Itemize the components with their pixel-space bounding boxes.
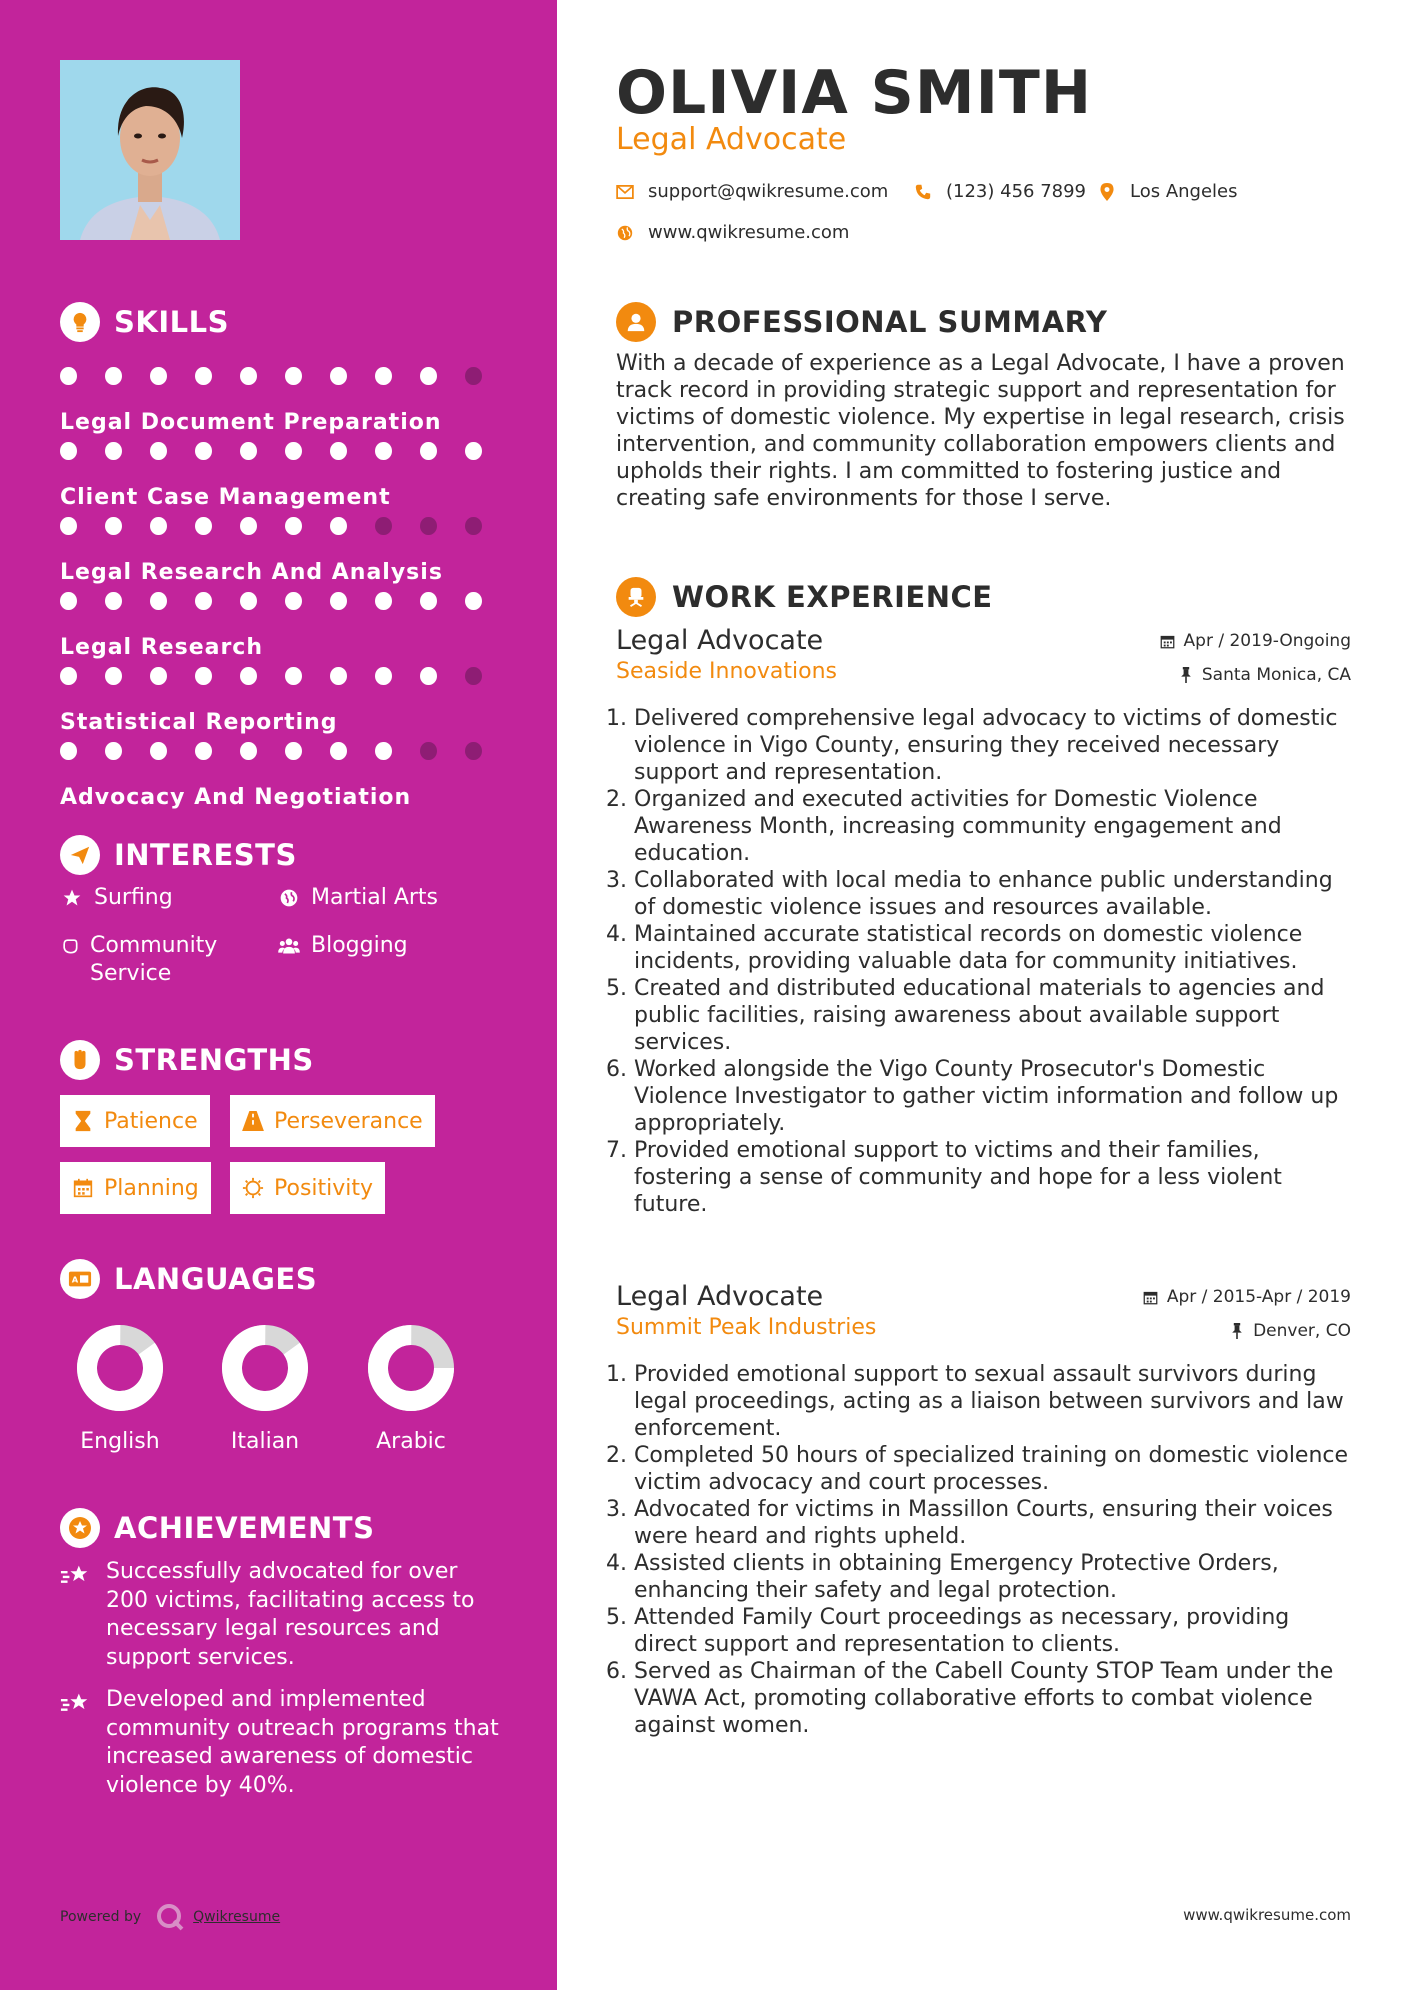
strengths-heading bbox=[60, 1038, 314, 1082]
job-bullet: 1. Provided emotional support to sexual assault survivors during legal proceedings, acting as a liaison between survivors and law enforcement. bbox=[634, 1361, 1351, 1442]
language-donut bbox=[77, 1325, 163, 1411]
skill-dot-filled bbox=[195, 742, 212, 760]
skill-rating bbox=[60, 667, 510, 685]
sun-icon bbox=[242, 1177, 264, 1199]
skill-name: Advocacy And Negotiation bbox=[60, 785, 412, 810]
experience-heading bbox=[616, 575, 993, 619]
language-item bbox=[200, 1325, 330, 1454]
job-company: Summit Peak Industries bbox=[616, 1315, 877, 1340]
interest-item bbox=[277, 932, 408, 960]
skill-dot-filled bbox=[420, 667, 437, 685]
interest-label: Surfing bbox=[94, 885, 173, 910]
skill-dot-filled bbox=[60, 517, 77, 535]
strength-tag bbox=[60, 1095, 210, 1147]
skill-dot-filled bbox=[60, 442, 77, 460]
language-donut bbox=[222, 1325, 308, 1411]
skill-dot-empty bbox=[465, 742, 482, 760]
skill-dot-filled bbox=[60, 592, 77, 610]
job-bullet: 7. Provided emotional support to victims and their families, fostering a sense of community and hope for a less violent future. bbox=[634, 1137, 1351, 1218]
skill-dot-filled bbox=[150, 592, 167, 610]
job-entry bbox=[616, 625, 1351, 1218]
powered-by-label: Powered by bbox=[60, 1909, 142, 1925]
job-dates bbox=[1143, 1287, 1351, 1307]
job-bullet: 1. Delivered comprehensive legal advocacy to victims of domestic violence in Vigo County, ensuring they received necessary support and representation. bbox=[634, 705, 1351, 786]
qwikresume-link[interactable]: Qwikresume bbox=[193, 1909, 281, 1925]
language-item bbox=[346, 1325, 476, 1454]
interest-label: Blogging bbox=[311, 933, 408, 958]
interest-item bbox=[60, 884, 173, 912]
language-label: Italian bbox=[230, 1429, 300, 1454]
skill-dot-filled bbox=[285, 367, 302, 385]
job-dates bbox=[1160, 631, 1351, 651]
calendar-icon bbox=[1160, 633, 1176, 649]
skill-item bbox=[60, 351, 510, 435]
interest-item bbox=[60, 932, 250, 988]
job-title: Legal Advocate bbox=[616, 1281, 824, 1312]
candidate-title: Legal Advocate bbox=[616, 122, 847, 157]
profile-photo bbox=[60, 60, 240, 240]
star-badge-icon bbox=[60, 1508, 100, 1548]
skill-dot-filled bbox=[105, 592, 122, 610]
skill-dot-filled bbox=[330, 442, 347, 460]
achievement-text: Successfully advocated for over 200 victims, facilitating access to necessary legal resources and support services. bbox=[106, 1559, 475, 1670]
achievements-title: ACHIEVEMENTS bbox=[114, 1511, 375, 1545]
interests-heading bbox=[60, 833, 297, 877]
footer-website-link[interactable]: www.qwikresume.com bbox=[1183, 1906, 1351, 1924]
skill-dot-filled bbox=[285, 667, 302, 685]
skill-dot-filled bbox=[60, 367, 77, 385]
skill-item bbox=[60, 501, 510, 585]
summary-title: PROFESSIONAL SUMMARY bbox=[672, 305, 1108, 339]
job-bullets bbox=[616, 705, 1351, 1218]
strength-tag bbox=[60, 1162, 211, 1214]
skill-dot-filled bbox=[105, 367, 122, 385]
skill-rating bbox=[60, 592, 510, 610]
skill-dot-filled bbox=[240, 367, 257, 385]
skill-dot-empty bbox=[465, 517, 482, 535]
skill-dot-filled bbox=[330, 742, 347, 760]
pushpin-icon bbox=[1178, 667, 1194, 683]
main-content bbox=[616, 0, 1351, 1990]
powered-by bbox=[60, 1902, 280, 1932]
skill-dot-filled bbox=[195, 592, 212, 610]
language-label: English bbox=[80, 1429, 160, 1454]
skill-dot-filled bbox=[465, 592, 482, 610]
candidate-name: OLIVIA SMITH bbox=[616, 58, 1093, 128]
strength-label: Perseverance bbox=[274, 1108, 423, 1134]
strength-tag bbox=[230, 1162, 385, 1214]
skill-rating bbox=[60, 742, 510, 760]
job-bullet: 2. Completed 50 hours of specialized training on domestic violence victim advocacy and court processes. bbox=[634, 1442, 1351, 1496]
summary-heading bbox=[616, 300, 1107, 344]
achievement-text: Developed and implemented community outreach programs that increased awareness of domestic violence by 40%. bbox=[106, 1687, 499, 1798]
skill-dot-filled bbox=[420, 367, 437, 385]
skill-dot-filled bbox=[285, 517, 302, 535]
skill-dot-filled bbox=[420, 442, 437, 460]
skill-dot-filled bbox=[60, 742, 77, 760]
skill-rating bbox=[60, 517, 510, 535]
language-label: Arabic bbox=[376, 1429, 446, 1454]
skill-name: Legal Research bbox=[60, 635, 264, 660]
skill-dot-filled bbox=[150, 442, 167, 460]
skill-dot-filled bbox=[240, 517, 257, 535]
sidebar bbox=[0, 0, 557, 1990]
skill-dot-filled bbox=[285, 742, 302, 760]
skill-dot-filled bbox=[375, 442, 392, 460]
phone-icon bbox=[914, 183, 932, 201]
shooting-star-icon bbox=[60, 1686, 94, 1800]
language-item bbox=[55, 1325, 185, 1454]
svg-text:A: A bbox=[71, 1274, 79, 1285]
strength-label: Positivity bbox=[274, 1175, 374, 1201]
skill-dot-filled bbox=[285, 592, 302, 610]
skill-dot-filled bbox=[465, 442, 482, 460]
skill-dot-filled bbox=[195, 367, 212, 385]
email-text: support@qwikresume.com bbox=[648, 181, 889, 202]
job-company: Seaside Innovations bbox=[616, 659, 837, 684]
website-text: www.qwikresume.com bbox=[648, 222, 850, 243]
skill-dot-filled bbox=[375, 592, 392, 610]
languages-title: LANGUAGES bbox=[114, 1262, 318, 1296]
strength-label: Planning bbox=[104, 1175, 199, 1201]
job-bullet: 3. Collaborated with local media to enhance public understanding of domestic violence issues and resources available. bbox=[634, 867, 1351, 921]
location-text: Los Angeles bbox=[1130, 181, 1238, 202]
skill-dot-filled bbox=[105, 667, 122, 685]
job-title: Legal Advocate bbox=[616, 625, 824, 656]
job-location bbox=[1229, 1321, 1351, 1341]
map-pin-icon bbox=[1098, 183, 1116, 201]
user-icon bbox=[616, 302, 656, 342]
experience-title: WORK EXPERIENCE bbox=[672, 580, 993, 614]
hourglass-icon bbox=[72, 1110, 94, 1132]
job-bullet: 6. Served as Chairman of the Cabell County STOP Team under the VAWA Act, promoting collaborative efforts to combat violence against women. bbox=[634, 1658, 1351, 1739]
contact-location bbox=[1098, 181, 1238, 202]
languages-heading bbox=[60, 1257, 317, 1301]
skill-dot-filled bbox=[150, 667, 167, 685]
users-icon bbox=[277, 932, 301, 960]
summary-text: With a decade of experience as a Legal Advocate, I have a proven track record in providing strategic support and representation for victims of domestic violence. My expertise in legal research, crisis intervention, and community collaboration empowers clients and upholds their rights. I am committed to fostering justice and creating safe environments for those I serve. bbox=[616, 351, 1345, 511]
job-bullets bbox=[616, 1361, 1351, 1739]
job-entry bbox=[616, 1281, 1351, 1739]
strength-label: Patience bbox=[104, 1108, 198, 1134]
skill-item bbox=[60, 426, 510, 510]
contact-phone[interactable] bbox=[914, 181, 1086, 202]
shooting-star-icon bbox=[60, 1558, 94, 1672]
job-location-text: Denver, CO bbox=[1253, 1321, 1351, 1341]
skill-dot-filled bbox=[330, 667, 347, 685]
skill-dot-filled bbox=[150, 517, 167, 535]
skill-name: Legal Research And Analysis bbox=[60, 560, 443, 585]
skills-title: SKILLS bbox=[114, 305, 229, 339]
skill-dot-filled bbox=[105, 517, 122, 535]
skill-name: Legal Document Preparation bbox=[60, 410, 442, 435]
skill-rating bbox=[60, 367, 510, 385]
skill-item bbox=[60, 651, 510, 735]
skill-item bbox=[60, 576, 510, 660]
strengths-title: STRENGTHS bbox=[114, 1043, 314, 1077]
achievements-heading bbox=[60, 1506, 374, 1550]
star-icon bbox=[60, 884, 84, 912]
achievement-item bbox=[60, 1686, 500, 1800]
interest-item bbox=[277, 884, 438, 912]
job-dates-text: Apr / 2019-Ongoing bbox=[1183, 631, 1351, 651]
lightbulb-icon bbox=[60, 302, 100, 342]
skill-rating bbox=[60, 442, 510, 460]
interest-label: Community Service bbox=[90, 933, 218, 986]
calendar-icon bbox=[1143, 1289, 1159, 1305]
job-bullet: 5. Created and distributed educational materials to agencies and public facilities, raising awareness about available support services. bbox=[634, 975, 1351, 1056]
skill-dot-filled bbox=[195, 667, 212, 685]
skill-dot-empty bbox=[420, 742, 437, 760]
job-dates-text: Apr / 2015-Apr / 2019 bbox=[1166, 1287, 1351, 1307]
skill-dot-filled bbox=[330, 592, 347, 610]
contact-website[interactable] bbox=[616, 222, 849, 243]
job-bullet: 5. Attended Family Court proceedings as necessary, providing direct support and representation to clients. bbox=[634, 1604, 1351, 1658]
skill-dot-filled bbox=[150, 742, 167, 760]
skill-dot-empty bbox=[375, 517, 392, 535]
skill-dot-filled bbox=[375, 367, 392, 385]
calendar-icon bbox=[72, 1177, 94, 1199]
job-bullet: 4. Maintained accurate statistical records on domestic violence incidents, providing valuable data for community initiatives. bbox=[634, 921, 1351, 975]
qwikresume-logo-icon bbox=[155, 1902, 185, 1932]
strength-tag bbox=[230, 1095, 435, 1147]
skill-dot-filled bbox=[240, 442, 257, 460]
job-location bbox=[1178, 665, 1351, 685]
phone-text: (123) 456 7899 bbox=[946, 181, 1087, 202]
skill-dot-filled bbox=[105, 742, 122, 760]
job-location-text: Santa Monica, CA bbox=[1201, 665, 1351, 685]
language-donut bbox=[368, 1325, 454, 1411]
skill-dot-filled bbox=[330, 517, 347, 535]
fist-icon bbox=[60, 1040, 100, 1080]
skill-dot-filled bbox=[240, 667, 257, 685]
skill-dot-filled bbox=[150, 367, 167, 385]
interest-label: Martial Arts bbox=[311, 885, 439, 910]
pushpin-icon bbox=[1229, 1323, 1245, 1339]
skill-dot-empty bbox=[465, 367, 482, 385]
skill-dot-filled bbox=[375, 742, 392, 760]
skill-item bbox=[60, 726, 510, 810]
interests-title: INTERESTS bbox=[114, 838, 297, 872]
paper-plane-icon bbox=[60, 835, 100, 875]
job-bullet: 3. Advocated for victims in Massillon Courts, ensuring their voices were heard and rights upheld. bbox=[634, 1496, 1351, 1550]
skill-dot-filled bbox=[195, 442, 212, 460]
skill-dot-filled bbox=[60, 667, 77, 685]
skill-dot-filled bbox=[375, 667, 392, 685]
road-icon bbox=[242, 1110, 264, 1132]
job-bullet: 6. Worked alongside the Vigo County Prosecutor's Domestic Violence Investigator to gather victim information and follow up appropriately. bbox=[634, 1056, 1351, 1137]
skill-dot-filled bbox=[330, 367, 347, 385]
job-bullet: 2. Organized and executed activities for Domestic Violence Awareness Month, increasing community engagement and education. bbox=[634, 786, 1351, 867]
globe-icon bbox=[277, 884, 301, 912]
skill-dot-filled bbox=[195, 517, 212, 535]
skill-name: Statistical Reporting bbox=[60, 710, 338, 735]
skill-dot-filled bbox=[420, 592, 437, 610]
skill-dot-filled bbox=[285, 442, 302, 460]
hand-icon bbox=[60, 932, 80, 960]
envelope-icon bbox=[616, 183, 634, 201]
language-icon bbox=[60, 1259, 100, 1299]
skill-dot-filled bbox=[240, 742, 257, 760]
skills-heading bbox=[60, 300, 229, 344]
skill-dot-empty bbox=[420, 517, 437, 535]
skill-dot-empty bbox=[465, 667, 482, 685]
skill-name: Client Case Management bbox=[60, 485, 391, 510]
skill-dot-filled bbox=[105, 442, 122, 460]
achievement-item bbox=[60, 1558, 500, 1672]
job-bullet: 4. Assisted clients in obtaining Emergency Protective Orders, enhancing their safety and legal protection. bbox=[634, 1550, 1351, 1604]
skill-dot-filled bbox=[240, 592, 257, 610]
briefcase-chair-icon bbox=[616, 577, 656, 617]
globe-icon bbox=[616, 224, 634, 242]
contact-email[interactable] bbox=[616, 181, 888, 202]
